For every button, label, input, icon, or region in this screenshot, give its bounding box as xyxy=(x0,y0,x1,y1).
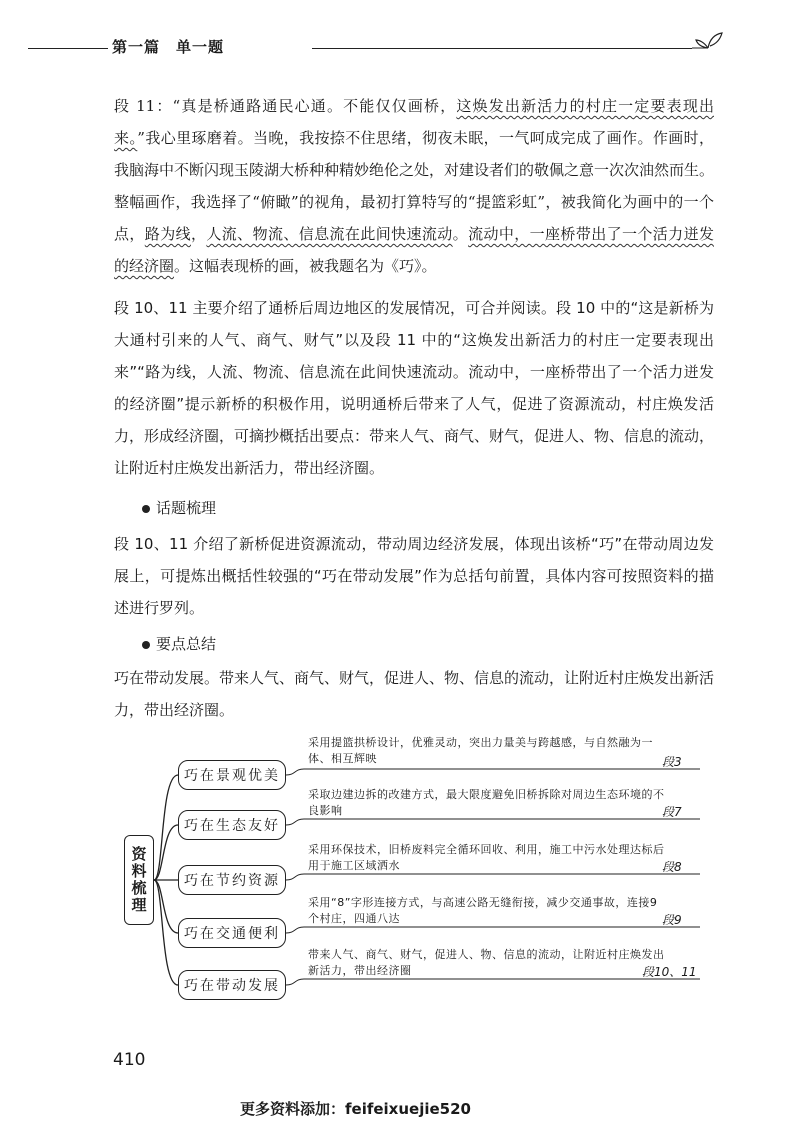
mindmap-desc: 采用提篮拱桥设计，优雅灵动，突出力量美与跨越感，与自然融为一体、相互辉映 xyxy=(308,736,653,765)
mindmap-ref: 段8 xyxy=(662,860,682,874)
mindmap-node: 巧在节约资源 xyxy=(178,865,286,895)
topic-paragraph: 段 10、11 介绍了新桥促进资源流动，带动周边经济发展，体现出该桥“巧”在带动周边发展上，可提炼出概括性较强的“巧在带动发展”作为总括句前置，具体内容可按照资料的描述进行罗列。 xyxy=(114,535,714,617)
mindmap-node: 巧在交通便利 xyxy=(178,918,286,948)
mindmap-node: 巧在景观优美 xyxy=(178,760,286,790)
bullet-dot-icon xyxy=(142,505,150,513)
analysis-paragraph: 段 10、11 主要介绍了通桥后周边地区的发展情况，可合并阅读。段 10 中的“这是新桥为大通村引来的人气、商气、财气”以及段 11 中的“这焕发出新活力的村庄一定要表现出来”“路为线，人流、物流、信息流在此间快速流动。流动中，一座桥带出了一个活力迸发的经济圈”提示新桥的积极作用，说明通桥后带来了人气，促进了资源流动，村庄焕发活力，形成经济圈，可摘抄概括出要点：带来人气、商气、财气，促进人、物、信息的流动，让附近村庄焕发出新活力，带出经济圈。 xyxy=(114,299,715,477)
mindmap-node: 巧在生态友好 xyxy=(178,810,286,840)
sprout-icon xyxy=(690,30,730,60)
header-rule-left xyxy=(28,48,108,49)
paragraph-11-quote: 段 11：“真是桥通路通民心通。不能仅仅画桥，这焕发出新活力的村庄一定要表现出来。”我心里琢磨着。当晚，我按捺不住思绪，彻夜未眠，一气呵成完成了画作。作画时，我脑海中不断闪现玉陵湖大桥种种精妙绝伦之处，对建设者们的敬佩之意一次次油然而生。整幅画作，我选择了“俯瞰”的视角，最初打算特写的“提篮彩虹”，被我简化为画中的一个点，路为线，人流、物流、信息流在此间快速流动。流动中，一座桥带出了一个活力迸发的经济圈。这幅表现桥的画，被我题名为《巧》。 xyxy=(114,97,715,275)
page-header xyxy=(0,30,800,60)
mindmap-desc: 采取边建边拆的改建方式，最大限度避免旧桥拆除对周边生态环境的不良影响 xyxy=(308,788,665,817)
mindmap-node: 巧在带动发展 xyxy=(178,970,286,1000)
bullet-dot-icon xyxy=(142,641,150,649)
mindmap-desc: 采用“8”字形连接方式，与高速公路无缝衔接，减少交通事故，连接9个村庄，四通八达 xyxy=(308,896,658,925)
header-rule-right xyxy=(312,48,692,49)
mindmap-desc: 带来人气、商气、财气，促进人、物、信息的流动，让附近村庄焕发出新活力，带出经济圈 xyxy=(308,948,665,977)
footer-note: 更多资料添加：feifeixuejie520 xyxy=(240,1100,471,1118)
page-number: 410 xyxy=(113,1050,146,1070)
summary-paragraph: 巧在带动发展。带来人气、商气、财气，促进人、物、信息的流动，让附近村庄焕发出新活力，带出经济圈。 xyxy=(114,669,715,719)
material-mindmap xyxy=(100,735,720,1005)
mindmap-ref: 段7 xyxy=(662,805,682,819)
mindmap-ref: 段9 xyxy=(662,913,682,927)
mindmap-ref: 段3 xyxy=(662,755,682,769)
mindmap-root: 资料梳理 xyxy=(124,835,154,925)
mindmap-desc: 采用环保技术，旧桥废料完全循环回收、利用，施工中污水处理达标后用于施工区域洒水 xyxy=(308,843,665,872)
topic-heading: 话题梳理 xyxy=(142,498,216,518)
summary-heading: 要点总结 xyxy=(142,634,216,654)
header-title: 第一篇 单一题 xyxy=(112,38,225,56)
mindmap-ref: 段10、11 xyxy=(642,965,697,979)
